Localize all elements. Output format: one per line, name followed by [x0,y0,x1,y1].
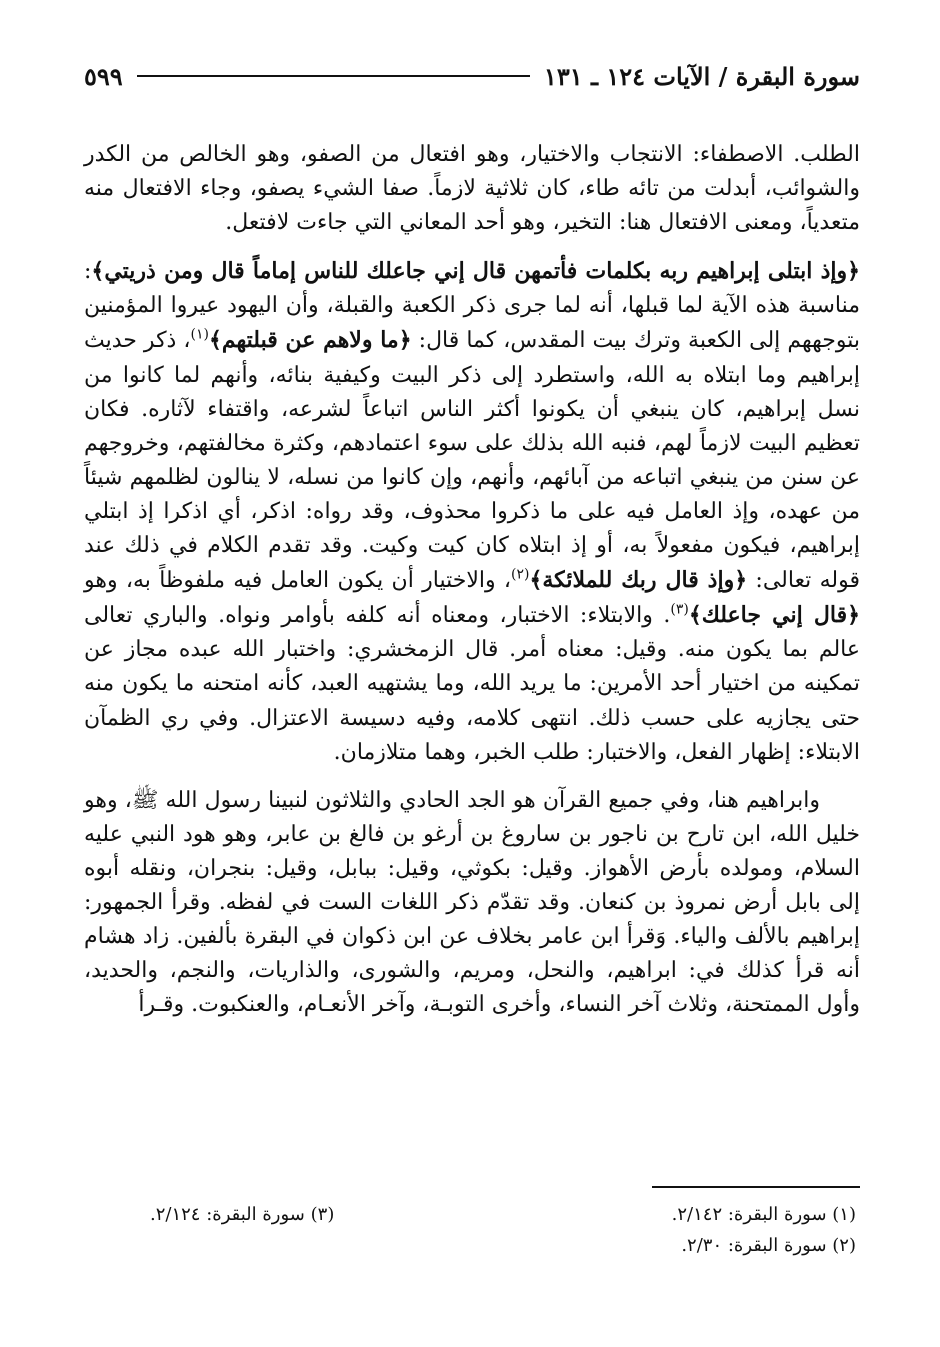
main-text [84,138,860,1036]
footnote-2 [681,1231,856,1262]
paragraph-text: : مناسبة هذه الآية لما قبلها، أنه لما جرى ذكر الكعبة والقبلة، وأن اليهود عيروا المؤمنين بتوجههم إلى الكعبة وترك بيت المقدس، كما قال: [84,259,860,354]
page-number: ٥٩٩ [84,61,123,91]
paragraph-2 [84,254,860,769]
paragraph-1: الطلب. الاصطفاء: الانتجاب والاختيار، وهو افتعال من الصفو، وهو الخالص من الكدر والشوائب، أبدلت من تائه طاء، كان ثلاثية لازماً. صفا الشيء يصفو، وجاء الافتعال منه متعدياً، ومعنى الافتعال هنا: التخير، وهو أحد المعاني التي جاءت لافتعل. [84,142,860,236]
verse-quote: ﴿وإذ قال ربك للملائكة﴾ [529,567,748,594]
running-header [84,58,860,94]
footnotes [150,1200,856,1261]
verse-quote: ﴿وإذ ابتلى إبراهيم ربه بكلمات فأتمهن قال إني جاعلك للناس إماماً قال ومن ذريتي﴾ [91,258,860,285]
verse-quote: ﴿ما ولاهم عن قبلتهم﴾ [208,327,412,354]
footnote-text: سورة البقرة: ٢/١٢٤. [150,1204,305,1225]
footnote-text: سورة البقرة: ٢/٣٠. [681,1234,827,1256]
footnote-rule [652,1186,860,1188]
footnote-label: (٣) [310,1204,335,1225]
footnote-label: (١) [832,1204,856,1225]
paragraph-text: ، ذكر حديث إبراهيم وما ابتلاه به الله، واستطرد إلى ذكر البيت وكيفية بنائه، وأنهم لما كانوا من نسل إبراهيم، كان ينبغي أن يكونوا أكثر الناس اتباعاً لشرعه، واقتفاء لآثاره. فكان تعظيم البيت لازماً لهم، فنبه الله بذلك على سوء اعتمادهم، وكثرة مخالفتهم، وخروجهم عن سنن من ينبغي اتباعه من آبائهم، وأنهم، وإن كانوا من نسله، لا ينالون لظلمهم شيئاً من عهده، وإذ العامل فيه على ما ذكروا محذوف، وقد رواه: اذكر، أي اذكرا إذ ابتلي إبراهيم، فيكون مفعولاً به، أو إذ ابتلاه كان كيت وكيت. وقد تقدم الكلام في ذلك عند قوله تعالى: [84,328,860,594]
footnote-label: (٢) [832,1234,856,1256]
footnote-ref: (٣) [670,601,689,618]
footnote-3 [150,1200,334,1231]
footnote-row [150,1200,856,1231]
paragraph-text: ، والاختيار أن يكون العامل فيه ملفوظاً به، وهو [84,568,512,594]
footnote-row [150,1231,856,1262]
header-rule [137,75,530,77]
footnote-1 [672,1200,856,1231]
paragraph-text: . والابتلاء: الاختبار، ومعناه أنه كلفه بأوامر ونواه. والباري تعالى عالم بما يكون منه. وقيل: معناه أمر. قال الزمخشري: واختبار الله عبده مجاز عن تمكينه من اختيار أحد الأمرين: ما يريد الله، وما يشتهيه العبد، كأنه امتحنه ما يكون منه حتى يجازيه على حسب ذلك. انتهى كلامه، وفيه دسيسة الاعتزال. وفي ري الظمآن الابتلاء: إظهار الفعل، والاختبار: طلب الخبر، وهما متلازمان. [84,603,860,765]
paragraph-3: وابراهيم هنا، وفي جميع القرآن هو الجد الحادي والثلاثون لنبينا رسول الله ﷺ، وهو خليل الله، ابن تارح بن ناجور بن ساروغ بن أرغو بن فالغ بن عابر، وهو هود النبي عليه السلام، ومولده بأرض الأهواز. وقيل: بكوثي، وقيل: ببابل، وقيل: بنجران، ونقله أبوه إلى بابل أرض نمروذ بن كنعان. وقد تقدّم ذكر اللغات الست في لفظه. وقرأ الجمهور: إبراهيم بالألف والياء. وَقرأ ابن عامر بخلاف عن ابن ذكوان في البقرة بألفين. زاد هشام أنه قرأ كذلك في: ابراهيم، والنحل، ومريم، والشورى، والذاريات، والنجم، والحديد، وأول الممتحنة، وثلاث آخر النساء، وأخرى التوبـة، وآخر الأنعـام، والعنكبوت. وقـرأ [84,787,860,1018]
surah-title: سورة البقرة / الآيات ١٢٤ ـ ١٣١ [543,61,860,91]
footnote-ref: (٢) [511,566,530,583]
footnote-text: سورة البقرة: ٢/١٤٢. [671,1204,827,1225]
verse-quote: ﴿قال إني جاعلك﴾ [688,602,860,629]
footnote-ref: (١) [190,327,209,344]
